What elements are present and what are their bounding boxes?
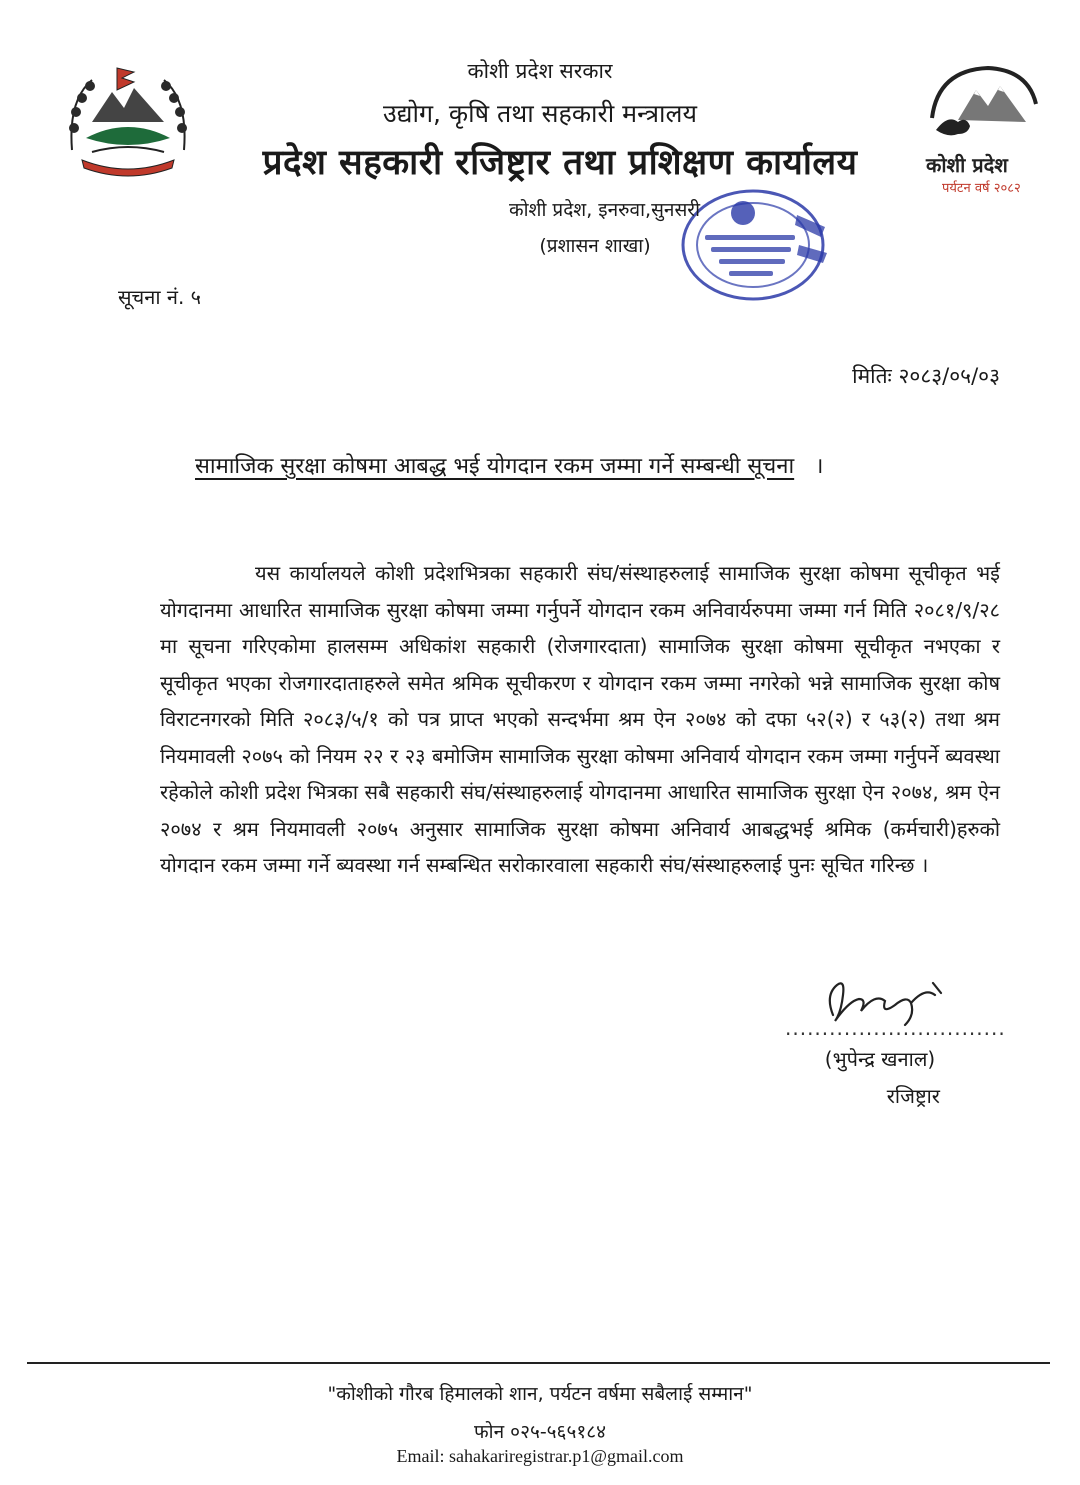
footer-slogan: "कोशीको गौरब हिमालको शान, पर्यटन वर्षमा सबैलाई सम्मान"	[327, 1383, 753, 1405]
notice-subject-terminal: ।	[815, 454, 824, 479]
notice-subject	[195, 450, 995, 480]
office-address	[380, 196, 800, 222]
office-name: प्रदेश सहकारी रजिष्ट्रार तथा प्रशिक्षण कार्यालय	[262, 143, 858, 183]
notice-body: यस कार्यालयले कोशी प्रदेशभित्रका सहकारी संघ/संस्थाहरुलाई सामाजिक सुरक्षा कोषमा सूचीकृत भई योगदानमा आधारित सामाजिक सुरक्षा कोषमा जम्मा गर्नुपर्ने योगदान रकम अनिवार्यरुपमा जम्मा गर्न मिति २०८१/९/२८ मा सूचना गरिएकोमा हालसम्म अधिकांश सहकारी (रोजगारदाता) सामाजिक सुरक्षा कोषमा सूचीकृत नभएका र सूचीकृत भएका रोजगारदाताहरुले समेत श्रमिक सूचीकरण र योगदान रकम जम्मा नगरेको भन्ने सामाजिक सुरक्षा कोष विराटनगरको मिति २०८३/५/१ को पत्र प्राप्त भएको सन्दर्भमा श्रम ऐन २०७४ को दफा ५२(२) र ५३(२) तथा श्रम नियमावली २०७५ को नियम २२ र २३ बमोजिम सामाजिक सुरक्षा कोषमा अनिवार्य योगदान रकम जम्मा गर्नुपर्ने ब्यवस्था रहेकोले कोशी प्रदेश भित्रका सबै सहकारी संघ/संस्थाहरुलाई योगदानमा आधारित सामाजिक सुरक्षा ऐन २०७४, श्रम ऐन २०७४ र श्रम नियमावली २०७५ अनुसार सामाजिक सुरक्षा कोषमा अनिवार्य आबद्धभई श्रमिक (कर्मचारी)हरुको योगदान रकम जम्मा गर्ने ब्यवस्था गर्न सम्बन्धित सरोकारवाला सहकारी संघ/संस्थाहरुलाई पुनः सूचित गरिन्छ ।	[160, 561, 1000, 877]
koshi-province-tourism-logo-icon	[918, 60, 1048, 198]
signature-line: ..............................	[785, 1016, 1006, 1040]
notice-number: सूचना नं. ५	[118, 285, 202, 309]
ministry-name: उद्योग, कृषि तथा सहकारी मन्त्रालय	[383, 99, 697, 128]
footer-phone: फोन ०२५-५६५१८४	[474, 1421, 606, 1443]
government-name: कोशी प्रदेश सरकार	[467, 59, 613, 83]
office-address-text: कोशी प्रदेश, इनरुवा,सुनसरी	[509, 199, 700, 221]
notice-date: मितिः २०८३/०५/०३	[852, 364, 1000, 388]
footer-divider	[27, 1362, 1050, 1364]
notice-subject-text: सामाजिक सुरक्षा कोषमा आबद्ध भई योगदान रकम जम्मा गर्ने सम्बन्धी सूचना	[195, 454, 795, 479]
signatory-title: रजिष्ट्रार	[886, 1084, 940, 1108]
nepal-government-emblem-icon	[62, 60, 194, 184]
signatory-name: (भुपेन्द्र खनाल)	[824, 1047, 936, 1071]
right-logo-text: कोशी प्रदेश	[926, 153, 1008, 177]
footer-email: Email: sahakariregistrar.p1@gmail.com	[396, 1446, 684, 1466]
right-logo-subtext: पर्यटन वर्ष २०८२	[942, 181, 1021, 196]
office-branch: (प्रशासन शाखा)	[539, 235, 651, 257]
